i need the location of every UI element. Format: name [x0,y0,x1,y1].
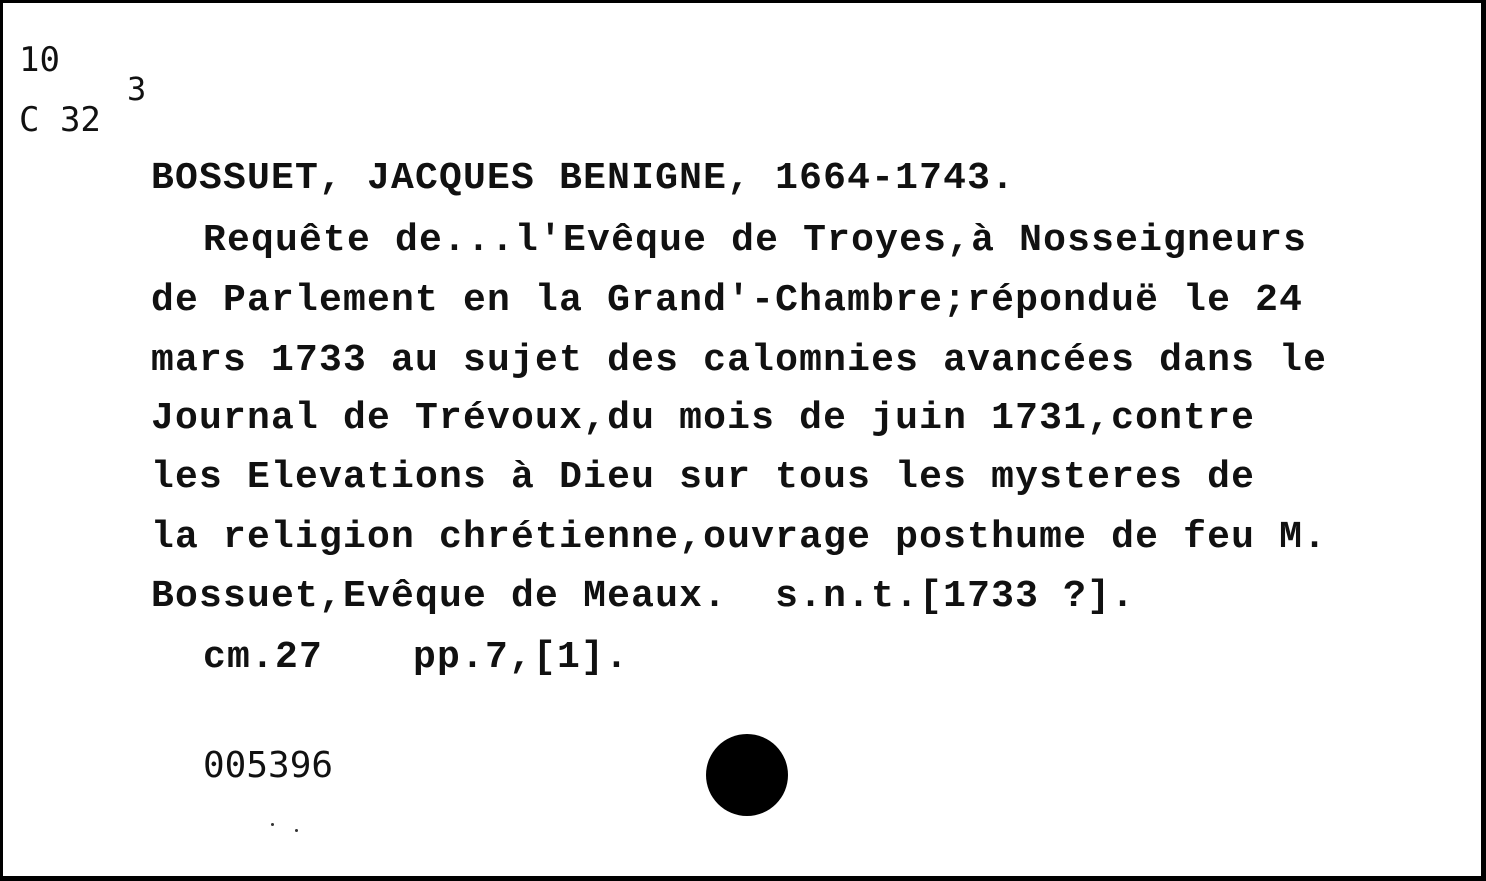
collation-pages: pp.7,[1]. [413,636,630,679]
punch-hole-dot [706,734,788,816]
call-number-line2: C 32 [19,100,101,140]
call-number-line1: 10 [19,40,60,80]
title-line-4: Journal de Trévoux,du mois de juin 1731,contre [151,397,1256,440]
call-number-superscript: 3 [127,70,147,108]
collation-size: cm.27 [203,636,324,679]
title-line-1: Requête de...l'Evêque de Troyes,à Nosseigneurs [203,219,1308,262]
title-line-7: Bossuet,Evêque de Meaux. s.n.t.[1733 ?]. [151,575,1136,618]
title-line-2: de Parlement en la Grand'-Chambre;réponduë le 24 [151,279,1304,322]
title-line-6: la religion chrétienne,ouvrage posthume de feu M. [151,516,1328,559]
title-line-3: mars 1733 au sujet des calomnies avancées dans le [151,339,1328,382]
accession-number: 005396 [203,745,334,786]
main-heading: BOSSUET, JACQUES BENIGNE, 1664-1743. [151,157,1016,200]
title-line-5: les Elevations à Dieu sur tous les mysteres de [151,456,1256,499]
dust-speck [295,829,298,832]
dust-speck [271,823,274,826]
